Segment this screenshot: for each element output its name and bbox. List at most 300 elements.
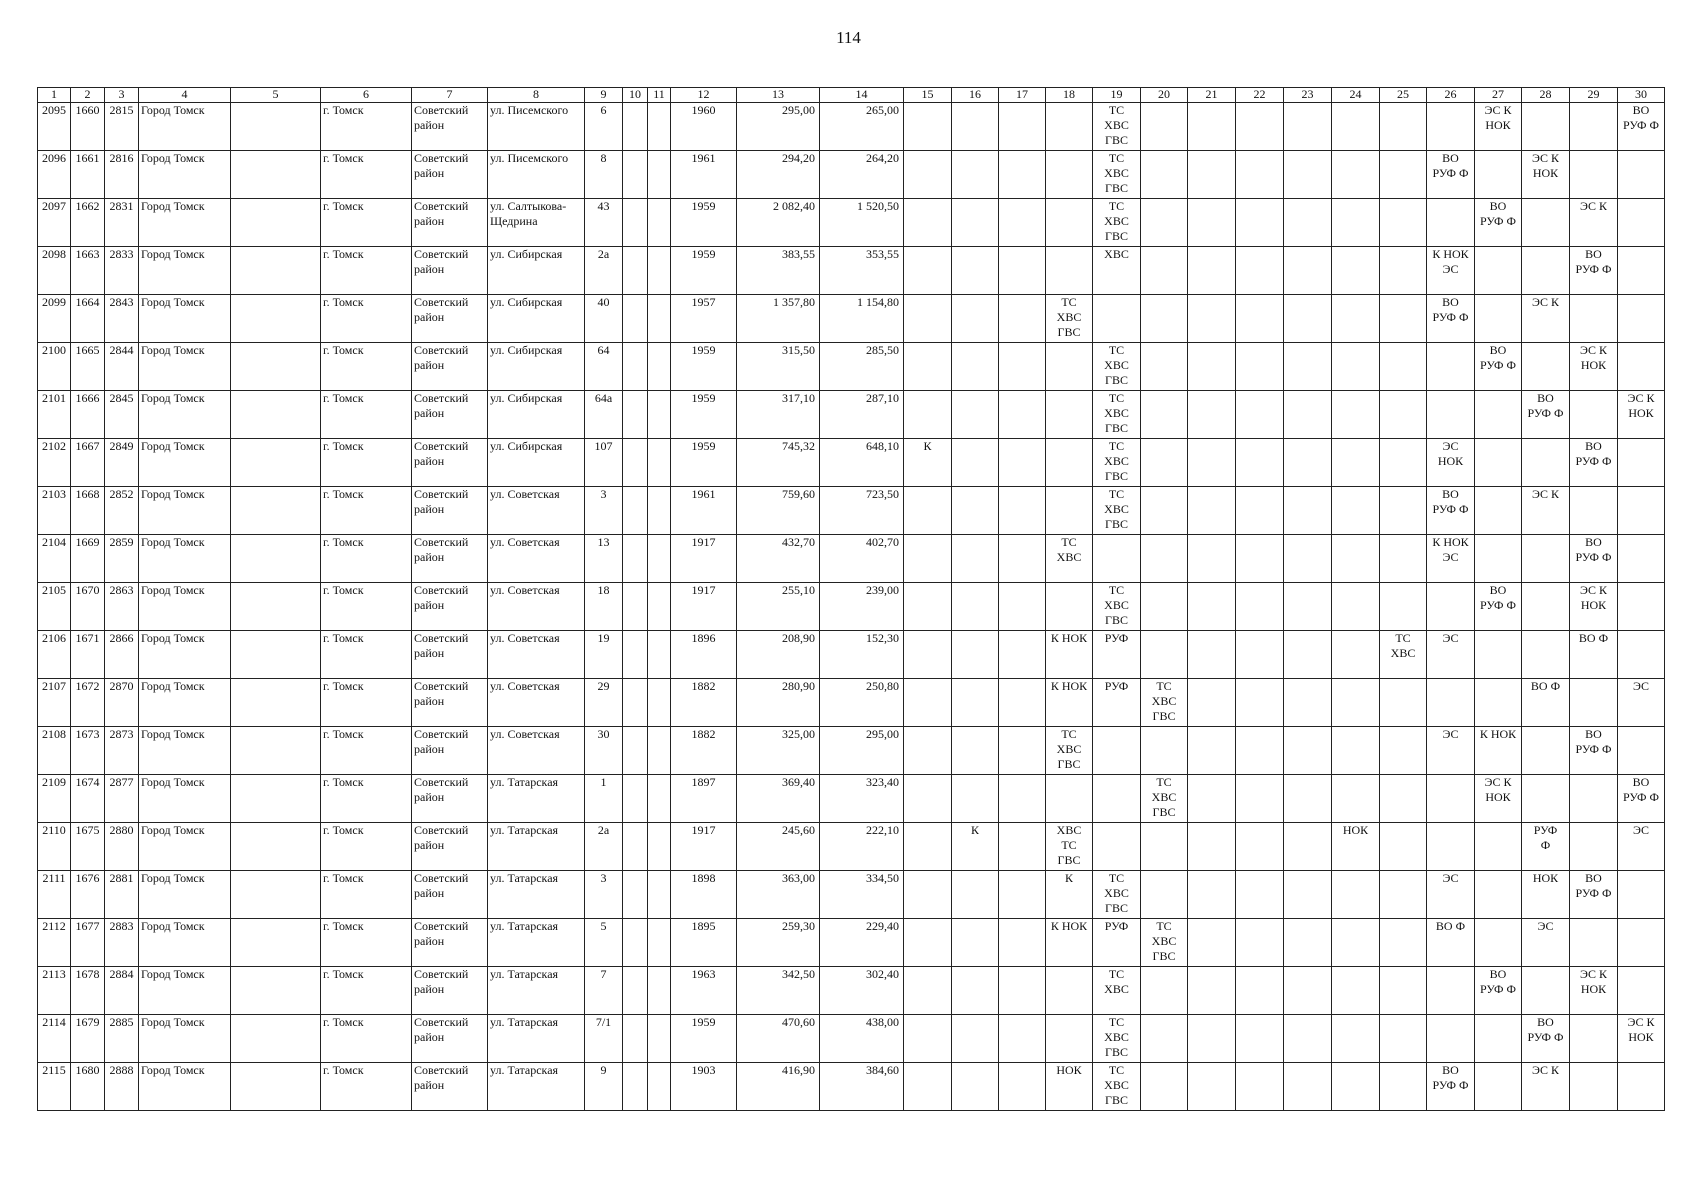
table-cell: г. Томск (321, 1015, 412, 1063)
table-cell (648, 775, 671, 823)
table-cell: К НОК (1046, 631, 1093, 679)
table-cell (1618, 871, 1665, 919)
table-cell: Советский район (412, 439, 488, 487)
table-cell (1332, 583, 1380, 631)
table-cell (952, 343, 999, 391)
table-cell: Город Томск (139, 343, 231, 391)
table-cell (1188, 631, 1236, 679)
table-cell (1284, 103, 1332, 151)
table-cell (623, 199, 648, 247)
table-cell (623, 631, 648, 679)
table-cell: 152,30 (820, 631, 904, 679)
table-cell (999, 103, 1046, 151)
table-cell (1332, 775, 1380, 823)
table-cell (999, 439, 1046, 487)
table-cell: 250,80 (820, 679, 904, 727)
table-cell: ул. Советская (488, 679, 585, 727)
table-row (38, 583, 1665, 631)
table-cell: г. Томск (321, 679, 412, 727)
table-cell: К (952, 823, 999, 871)
table-cell (1427, 391, 1475, 439)
table-cell (231, 1063, 321, 1111)
table-cell: НОК (1332, 823, 1380, 871)
table-cell (1427, 583, 1475, 631)
table-cell (1570, 295, 1618, 343)
table-cell: 2859 (105, 535, 139, 583)
table-cell: 2109 (38, 775, 71, 823)
table-cell: г. Томск (321, 535, 412, 583)
table-cell: 2 082,40 (737, 199, 820, 247)
table-cell: 1 (585, 775, 623, 823)
table-cell: Советский район (412, 535, 488, 583)
table-cell: ТС ХВС ГВС (1093, 439, 1141, 487)
table-cell: Город Томск (139, 1063, 231, 1111)
table-cell (1188, 919, 1236, 967)
table-cell: г. Томск (321, 343, 412, 391)
column-header: 19 (1093, 88, 1141, 103)
table-cell (904, 487, 952, 535)
column-header: 9 (585, 88, 623, 103)
table-cell: 245,60 (737, 823, 820, 871)
table-cell (1618, 247, 1665, 295)
table-cell (623, 295, 648, 343)
table-cell: 2866 (105, 631, 139, 679)
table-cell (231, 775, 321, 823)
table-cell: К (904, 439, 952, 487)
table-cell: 369,40 (737, 775, 820, 823)
table-cell: Город Томск (139, 247, 231, 295)
table-cell (1141, 1015, 1188, 1063)
table-row (38, 151, 1665, 199)
table-cell: ВО РУФ Ф (1570, 871, 1618, 919)
table-cell: 280,90 (737, 679, 820, 727)
table-cell (952, 391, 999, 439)
table-cell: 2105 (38, 583, 71, 631)
table-cell: 1960 (671, 103, 737, 151)
table-cell (1618, 919, 1665, 967)
table-cell (1332, 391, 1380, 439)
table-cell: ВО РУФ Ф (1522, 1015, 1570, 1063)
table-cell (1332, 151, 1380, 199)
table-cell (231, 871, 321, 919)
table-cell (952, 151, 999, 199)
table-cell (952, 583, 999, 631)
table-cell (1284, 487, 1332, 535)
table-cell: 5 (585, 919, 623, 967)
table-cell (904, 583, 952, 631)
table-cell (1475, 487, 1522, 535)
table-cell: 1959 (671, 199, 737, 247)
table-cell: ТС ХВС ГВС (1093, 1063, 1141, 1111)
table-cell (952, 775, 999, 823)
table-cell: 315,50 (737, 343, 820, 391)
table-cell (904, 391, 952, 439)
table-cell (1522, 103, 1570, 151)
table-cell (1427, 967, 1475, 1015)
table-row (38, 391, 1665, 439)
table-cell: Город Томск (139, 535, 231, 583)
table-cell: 1917 (671, 583, 737, 631)
table-cell: ВО РУФ Ф (1522, 391, 1570, 439)
table-cell: ТС ХВС ГВС (1093, 391, 1141, 439)
table-row (38, 919, 1665, 967)
table-cell (952, 919, 999, 967)
table-cell (1380, 871, 1427, 919)
table-cell (1570, 775, 1618, 823)
table-cell (231, 343, 321, 391)
table-cell: 2114 (38, 1015, 71, 1063)
table-cell (1522, 535, 1570, 583)
table-cell: г. Томск (321, 919, 412, 967)
table-cell (1188, 391, 1236, 439)
table-cell (1236, 631, 1284, 679)
table-cell (231, 679, 321, 727)
table-cell (904, 247, 952, 295)
table-cell (1332, 631, 1380, 679)
table-cell: 3 (585, 871, 623, 919)
table-cell (1188, 775, 1236, 823)
table-cell (904, 535, 952, 583)
table-cell (999, 583, 1046, 631)
table-cell (231, 487, 321, 535)
table-cell (952, 967, 999, 1015)
table-cell (1236, 871, 1284, 919)
table-cell (623, 151, 648, 199)
table-cell (1380, 391, 1427, 439)
table-cell: 64а (585, 391, 623, 439)
table-cell: 759,60 (737, 487, 820, 535)
table-cell (999, 631, 1046, 679)
table-cell (1141, 967, 1188, 1015)
table-cell: 416,90 (737, 1063, 820, 1111)
table-cell: ул. Писемского (488, 151, 585, 199)
table-cell (1380, 1063, 1427, 1111)
table-cell (999, 967, 1046, 1015)
table-cell (1570, 151, 1618, 199)
table-cell (623, 679, 648, 727)
table-cell (904, 103, 952, 151)
table-cell: ТС ХВС ГВС (1141, 775, 1188, 823)
table-row (38, 487, 1665, 535)
table-cell: Советский район (412, 775, 488, 823)
column-header: 8 (488, 88, 585, 103)
table-cell (1475, 295, 1522, 343)
table-cell (1284, 343, 1332, 391)
table-cell (1046, 487, 1093, 535)
table-cell: ТС ХВС (1046, 535, 1093, 583)
table-cell (999, 535, 1046, 583)
table-cell (1284, 1015, 1332, 1063)
table-cell (1236, 535, 1284, 583)
table-cell (1380, 583, 1427, 631)
table-cell (1046, 103, 1093, 151)
table-cell: ТС ХВС (1380, 631, 1427, 679)
table-cell (999, 487, 1046, 535)
table-cell (1236, 1063, 1284, 1111)
table-cell: г. Томск (321, 775, 412, 823)
table-cell (1332, 439, 1380, 487)
table-cell: 1672 (71, 679, 105, 727)
table-cell: ЭС (1618, 679, 1665, 727)
table-cell: 745,32 (737, 439, 820, 487)
table-cell: ВО РУФ Ф (1475, 583, 1522, 631)
table-cell (1188, 967, 1236, 1015)
table-cell: ЭС К НОК (1522, 151, 1570, 199)
table-cell: 2885 (105, 1015, 139, 1063)
table-cell (1380, 103, 1427, 151)
table-cell: 2877 (105, 775, 139, 823)
table-cell (623, 535, 648, 583)
table-cell: г. Томск (321, 583, 412, 631)
column-header: 2 (71, 88, 105, 103)
table-cell (648, 487, 671, 535)
table-cell (1380, 919, 1427, 967)
table-cell: 302,40 (820, 967, 904, 1015)
table-cell (1475, 1015, 1522, 1063)
table-cell (1236, 823, 1284, 871)
table-cell (952, 199, 999, 247)
table-cell: 2100 (38, 343, 71, 391)
table-cell: г. Томск (321, 487, 412, 535)
table-cell: ЭС К (1570, 199, 1618, 247)
table-cell (1284, 439, 1332, 487)
table-cell: 1959 (671, 391, 737, 439)
table-cell (1284, 391, 1332, 439)
table-cell (1188, 583, 1236, 631)
table-cell: 2884 (105, 967, 139, 1015)
table-cell (1618, 631, 1665, 679)
table-cell: 1668 (71, 487, 105, 535)
table-cell (1570, 1015, 1618, 1063)
table-cell (648, 391, 671, 439)
table-cell (648, 871, 671, 919)
table-cell (999, 151, 1046, 199)
table-cell (1236, 295, 1284, 343)
table-cell (1332, 535, 1380, 583)
table-cell (1380, 295, 1427, 343)
table-cell: ул. Татарская (488, 775, 585, 823)
table-cell: 1674 (71, 775, 105, 823)
table-cell (1618, 583, 1665, 631)
table-cell: 2095 (38, 103, 71, 151)
table-cell (952, 727, 999, 775)
table-cell (231, 823, 321, 871)
table-cell (1141, 199, 1188, 247)
table-cell (231, 535, 321, 583)
table-cell: 1669 (71, 535, 105, 583)
table-cell: 2108 (38, 727, 71, 775)
table-row (38, 295, 1665, 343)
table-cell (1475, 439, 1522, 487)
table-cell (231, 727, 321, 775)
table-cell: ТС ХВС ГВС (1093, 487, 1141, 535)
table-cell (904, 823, 952, 871)
table-cell: ВО РУФ Ф (1570, 439, 1618, 487)
table-cell: Город Томск (139, 391, 231, 439)
table-cell (1046, 151, 1093, 199)
table-cell (1522, 775, 1570, 823)
table-cell: Советский район (412, 727, 488, 775)
table-cell: 2883 (105, 919, 139, 967)
table-cell (1475, 871, 1522, 919)
table-cell (1284, 247, 1332, 295)
table-row (38, 871, 1665, 919)
table-cell (1093, 295, 1141, 343)
table-cell (999, 679, 1046, 727)
table-cell: РУФ (1093, 919, 1141, 967)
table-cell: ул. Сибирская (488, 295, 585, 343)
column-header: 29 (1570, 88, 1618, 103)
table-cell: Город Томск (139, 679, 231, 727)
table-cell: Советский район (412, 151, 488, 199)
table-cell (623, 487, 648, 535)
table-cell (623, 823, 648, 871)
table-cell (1522, 439, 1570, 487)
column-header: 23 (1284, 88, 1332, 103)
table-cell (623, 967, 648, 1015)
column-header: 17 (999, 88, 1046, 103)
table-cell: Город Томск (139, 295, 231, 343)
table-cell: 1664 (71, 295, 105, 343)
table-cell (623, 1015, 648, 1063)
table-cell: Советский район (412, 247, 488, 295)
table-cell: 1897 (671, 775, 737, 823)
table-cell: ВО РУФ Ф (1475, 199, 1522, 247)
table-cell: 229,40 (820, 919, 904, 967)
table-cell: 2103 (38, 487, 71, 535)
table-cell: 1667 (71, 439, 105, 487)
column-header: 13 (737, 88, 820, 103)
table-cell: НОК (1522, 871, 1570, 919)
table-cell (904, 1063, 952, 1111)
table-cell (1570, 103, 1618, 151)
table-cell: 1677 (71, 919, 105, 967)
column-header: 30 (1618, 88, 1665, 103)
table-cell (1141, 727, 1188, 775)
table-cell: 1660 (71, 103, 105, 151)
table-cell: 40 (585, 295, 623, 343)
table-cell: 7/1 (585, 1015, 623, 1063)
table-cell (623, 1063, 648, 1111)
table-cell (999, 1015, 1046, 1063)
table-cell: 2849 (105, 439, 139, 487)
table-cell (1618, 199, 1665, 247)
table-cell: Советский район (412, 823, 488, 871)
column-header: 25 (1380, 88, 1427, 103)
table-cell: 1679 (71, 1015, 105, 1063)
table-cell: ЭС К (1522, 295, 1570, 343)
table-row (38, 439, 1665, 487)
table-cell: 255,10 (737, 583, 820, 631)
table-cell (952, 439, 999, 487)
table-cell: 1673 (71, 727, 105, 775)
table-cell (1380, 1015, 1427, 1063)
table-cell (904, 1015, 952, 1063)
table-cell (1188, 679, 1236, 727)
table-cell (1380, 151, 1427, 199)
table-cell (648, 103, 671, 151)
table-cell: 432,70 (737, 535, 820, 583)
table-cell (999, 1063, 1046, 1111)
table-cell (231, 247, 321, 295)
table-cell: 6 (585, 103, 623, 151)
table-cell: ЭС (1427, 631, 1475, 679)
table-cell: Советский район (412, 679, 488, 727)
table-cell (1522, 631, 1570, 679)
table-cell (1284, 1063, 1332, 1111)
table-cell: г. Томск (321, 247, 412, 295)
table-cell: Советский район (412, 919, 488, 967)
table-cell: 18 (585, 583, 623, 631)
table-cell: 1665 (71, 343, 105, 391)
table-cell (1188, 199, 1236, 247)
table-cell: 2097 (38, 199, 71, 247)
table-cell: 1 357,80 (737, 295, 820, 343)
table-cell: 19 (585, 631, 623, 679)
table-cell: г. Томск (321, 967, 412, 1015)
table-cell (1141, 535, 1188, 583)
table-cell (1093, 823, 1141, 871)
table-cell (1141, 103, 1188, 151)
table-cell (1284, 199, 1332, 247)
table-cell (648, 151, 671, 199)
table-cell: 29 (585, 679, 623, 727)
table-cell (999, 871, 1046, 919)
table-cell (1332, 1015, 1380, 1063)
table-row (38, 727, 1665, 775)
table-cell (623, 727, 648, 775)
table-cell (1475, 391, 1522, 439)
table-cell: 317,10 (737, 391, 820, 439)
table-cell: 2852 (105, 487, 139, 535)
table-cell (1284, 151, 1332, 199)
table-cell (1380, 487, 1427, 535)
table-row (38, 1015, 1665, 1063)
table-cell (1188, 295, 1236, 343)
table-cell: 287,10 (820, 391, 904, 439)
table-cell: ЭС (1618, 823, 1665, 871)
table-cell: ТС ХВС ГВС (1093, 199, 1141, 247)
table-cell (1236, 583, 1284, 631)
table-cell: Город Томск (139, 583, 231, 631)
table-cell (1236, 775, 1284, 823)
table-row (38, 247, 1665, 295)
table-cell: Город Томск (139, 823, 231, 871)
table-cell: ЭС К НОК (1618, 391, 1665, 439)
table-cell: 1959 (671, 247, 737, 295)
table-cell (1188, 1015, 1236, 1063)
table-cell (999, 247, 1046, 295)
table-cell: 2844 (105, 343, 139, 391)
table-cell: г. Томск (321, 295, 412, 343)
table-cell: ТС ХВС ГВС (1046, 295, 1093, 343)
table-cell (1570, 919, 1618, 967)
table-cell (1475, 151, 1522, 199)
table-cell (1427, 679, 1475, 727)
table-cell (1141, 295, 1188, 343)
table-cell: К (1046, 871, 1093, 919)
table-cell: ул. Советская (488, 487, 585, 535)
table-cell: Советский район (412, 295, 488, 343)
table-cell: РУФ (1093, 679, 1141, 727)
table-cell: ЭС К НОК (1475, 103, 1522, 151)
table-cell (999, 727, 1046, 775)
table-cell (1046, 967, 1093, 1015)
table-cell: 2113 (38, 967, 71, 1015)
table-cell (231, 391, 321, 439)
table-cell (623, 103, 648, 151)
table-cell (904, 151, 952, 199)
